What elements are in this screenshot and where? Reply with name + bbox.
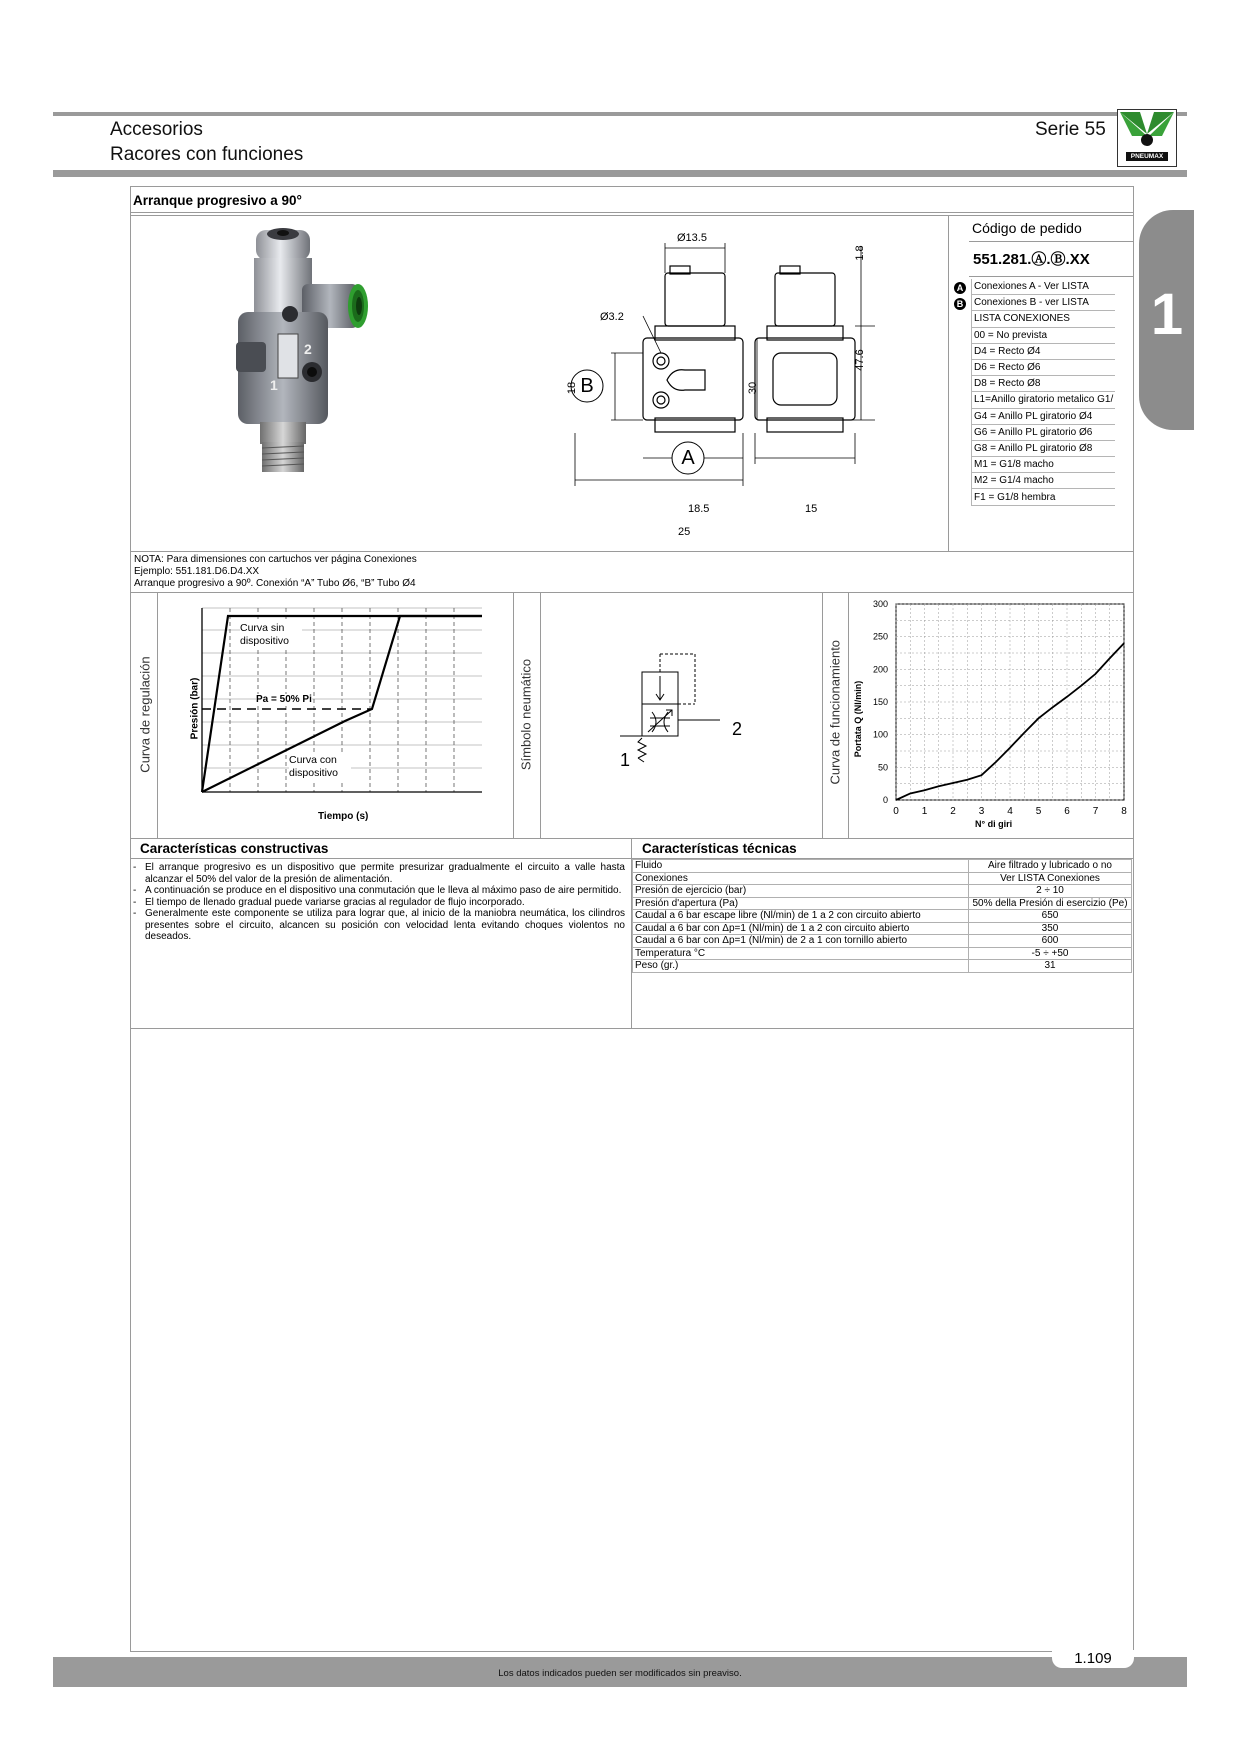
product-photo	[218, 222, 398, 487]
chart-y-tick-label: 50	[877, 762, 888, 773]
order-row	[972, 311, 1116, 327]
constructive-list	[131, 862, 625, 943]
chart-data-point	[924, 790, 925, 791]
order-row-text: G4 = Anillo PL giratorio Ø4	[972, 408, 1116, 424]
chart-data-point	[1095, 673, 1096, 674]
chart-data-point	[995, 762, 996, 763]
tech-row	[633, 872, 1132, 885]
order-rule	[969, 241, 1133, 242]
technical-table	[632, 859, 1132, 973]
order-row	[972, 343, 1116, 359]
tech-value: Ver LISTA Conexiones	[969, 872, 1132, 885]
header-serie: Serie 55	[1035, 119, 1106, 140]
header-category: Accesorios	[110, 119, 203, 140]
label-pa: Pa = 50% Pi	[256, 694, 312, 705]
tech-row	[633, 947, 1132, 960]
chart-data-point	[910, 793, 911, 794]
dim-18b	[854, 238, 866, 268]
tech-row	[633, 897, 1132, 910]
tech-key: Caudal a 6 bar con Δp=1 (Nl/min) de 2 a 1 con tornillo abierto	[633, 935, 969, 948]
tech-value: 50% della Presión di esercizio (Pe)	[969, 897, 1132, 910]
chart-y-tick-label: 100	[872, 729, 888, 740]
fitting-photo-icon	[218, 222, 398, 487]
brand-name: PNEUMAX	[1130, 153, 1164, 160]
tech-value: 600	[969, 935, 1132, 948]
chart-data-point	[938, 786, 939, 787]
dim-185: 18.5	[688, 503, 710, 515]
order-code: 551.281.Ⓐ.Ⓑ.XX	[973, 251, 1090, 268]
operation-label: Curva de funcionamiento	[827, 639, 843, 785]
note-line-2: Ejemplo: 551.181.D6.D4.XX	[134, 566, 260, 577]
chart-y-tick-label: 150	[872, 697, 888, 707]
chart-data-point	[1066, 696, 1067, 697]
dim-476-text: 47.6	[854, 349, 866, 371]
tech-row	[633, 960, 1132, 973]
panel-divider-4	[822, 593, 823, 838]
order-row	[972, 359, 1116, 375]
op-ylabel	[853, 669, 863, 769]
tech-value: 650	[969, 910, 1132, 923]
chart-data-point	[1123, 643, 1124, 644]
chart-x-tick-label: 4	[1007, 806, 1013, 817]
tech-value: -5 ÷ +50	[969, 947, 1132, 960]
constructive-item: - El arranque progresivo es un dispositivo que permite presurizar gradualmente el circuito a valle hasta alcanzar el 50% del valor de la presión de alimentación.	[131, 862, 625, 885]
order-row	[972, 408, 1116, 424]
port-b-label: B	[580, 375, 594, 397]
badge-a: A	[954, 282, 966, 294]
tech-key: Caudal a 6 bar escape libre (Nl/min) de 1 a 2 con circuito abierto	[633, 910, 969, 923]
tech-key: Presión d'apertura (Pa)	[633, 897, 969, 910]
chapter-number: 1	[1150, 282, 1184, 347]
dim-d13: Ø13.5	[677, 232, 707, 244]
port-a-label: A	[681, 447, 695, 469]
panels-rule-b	[131, 838, 1133, 839]
tech-value: 31	[969, 960, 1132, 973]
chart-x-tick-label: 3	[978, 806, 985, 817]
order-row-text: D6 = Recto Ø6	[972, 359, 1116, 375]
constructive-item: - El tiempo de llenado gradual puede variarse gracias al regulador de flujo incorporado.	[131, 897, 625, 909]
tech-row	[633, 910, 1132, 923]
order-row-text: Conexiones A - Ver LISTA	[972, 279, 1116, 295]
chart-x-tick-label: 2	[950, 806, 956, 817]
chart-data-point	[1052, 707, 1053, 708]
tech-row	[633, 935, 1132, 948]
dim-18b-text: 1.8	[854, 245, 866, 261]
constructive-title: Características constructivas	[140, 841, 329, 856]
chart-x-tick-label: 6	[1064, 806, 1070, 817]
panels-rule	[131, 592, 1133, 593]
chart-data-point	[952, 782, 953, 783]
dim-18-text: 18	[566, 381, 578, 395]
order-row	[972, 440, 1116, 456]
order-row	[972, 473, 1116, 489]
reg-ylabel	[190, 654, 201, 764]
tech-key: Conexiones	[633, 872, 969, 885]
chart-y-tick-label: 0	[882, 795, 888, 805]
chart-x-tick-label: 0	[893, 806, 899, 817]
order-row	[972, 489, 1116, 505]
order-row-text: Conexiones B - ver LISTA	[972, 295, 1116, 311]
dim-30-text: 30	[747, 381, 759, 395]
order-list	[971, 279, 1115, 506]
chart-x-tick-label: 7	[1092, 806, 1099, 817]
tech-value: 2 ÷ 10	[969, 885, 1132, 898]
dimension-drawing	[555, 218, 935, 548]
order-row	[972, 295, 1116, 311]
reg-ylabel-text: Presión (bar)	[189, 677, 201, 740]
tech-key: Temperatura °C	[633, 947, 969, 960]
symbol-port-2: 2	[732, 719, 743, 739]
order-row-text: LISTA CONEXIONES	[972, 311, 1116, 327]
footer-note: Los datos indicados pueden ser modificados sin preaviso.	[498, 1668, 742, 1679]
order-row-text: M2 = G1/4 macho	[972, 473, 1116, 489]
chart-data-point	[895, 799, 896, 800]
note-line-1: NOTA: Para dimensiones con cartuchos ver página Conexiones	[134, 554, 417, 565]
symbol-port-1: 1	[620, 750, 631, 770]
svg-text:2: 2	[304, 341, 312, 357]
order-rule-2	[969, 276, 1133, 277]
operation-chart	[860, 596, 1132, 832]
header-top-rule	[53, 112, 1187, 116]
tech-row	[633, 860, 1132, 873]
label-with-device: Curva con dispositivo	[289, 754, 351, 780]
order-row-text: G6 = Anillo PL giratorio Ø6	[972, 424, 1116, 440]
brand-logo	[1117, 109, 1177, 167]
title-rule	[131, 212, 1133, 213]
constructive-item: - Generalmente este componente se utiliza para lograr que, al inicio de la maniobra neumática, los cilindros presentes sobre el circuito, alcancen su posición con velocidad lenta evitando choques violentos no deseados.	[131, 908, 625, 943]
order-row-text: D4 = Recto Ø4	[972, 343, 1116, 359]
order-row-text: D8 = Recto Ø8	[972, 376, 1116, 392]
panel-divider-2	[513, 593, 514, 838]
regulation-label: Curva de regulación	[137, 656, 153, 773]
header-bottom-rule	[53, 170, 1187, 177]
constructive-item: - A continuación se produce en el dispositivo una conmutación que le lleva al máximo paso de aire permitido.	[131, 885, 625, 897]
header-subcategory: Racores con funciones	[110, 144, 304, 165]
order-row-text: M1 = G1/8 macho	[972, 457, 1116, 473]
dim-15: 15	[805, 503, 818, 515]
label-without-device: Curva sin dispositivo	[240, 622, 302, 648]
tech-row	[633, 922, 1132, 935]
order-row-text: G8 = Anillo PL giratorio Ø8	[972, 440, 1116, 456]
order-row	[972, 424, 1116, 440]
chart-y-tick-label: 300	[872, 599, 888, 609]
chart-data-point	[981, 775, 982, 776]
chart-y-tick-label: 200	[872, 664, 888, 675]
chart-x-tick-label: 1	[921, 806, 928, 817]
panel-divider-1	[157, 593, 158, 838]
order-row	[972, 279, 1116, 295]
op-xlabel: N° di giri	[975, 819, 1013, 829]
order-row-text: F1 = G1/8 hembra	[972, 489, 1116, 505]
order-row	[972, 327, 1116, 343]
tech-key: Peso (gr.)	[633, 960, 969, 973]
notes-rule	[131, 551, 1133, 552]
dim-30	[747, 376, 759, 400]
panel-divider-5	[848, 593, 849, 838]
tech-key: Presión de ejercicio (bar)	[633, 885, 969, 898]
order-row	[972, 376, 1116, 392]
badge-b: B	[954, 298, 966, 310]
svg-text:1: 1	[270, 377, 278, 393]
chart-data-point	[1038, 718, 1039, 719]
op-ylabel-text: Portata Q (Nl/min)	[853, 680, 863, 758]
reg-xlabel: Tiempo (s)	[318, 811, 369, 822]
order-row	[972, 457, 1116, 473]
dim-25: 25	[678, 526, 691, 538]
dim-476	[854, 345, 866, 375]
panel-divider-3	[540, 593, 541, 838]
tech-key: Caudal a 6 bar con Δp=1 (Nl/min) de 1 a 2 con circuito abierto	[633, 922, 969, 935]
char-bottom-rule	[131, 1028, 1133, 1029]
tech-value: 350	[969, 922, 1132, 935]
page-number: 1.109	[1052, 1650, 1134, 1668]
tech-row	[633, 885, 1132, 898]
chart-x-tick-label: 8	[1121, 806, 1127, 817]
order-row-text: L1=Anillo giratorio metalico G1/	[972, 392, 1116, 408]
chart-data-point	[1024, 732, 1025, 733]
order-heading: Código de pedido	[972, 220, 1082, 236]
product-title: Arranque progresivo a 90°	[133, 193, 302, 208]
chart-data-point	[967, 779, 968, 780]
technical-title: Características técnicas	[642, 841, 797, 856]
chart-y-tick-label: 250	[872, 631, 888, 642]
order-row	[972, 392, 1116, 408]
chart-data-point	[1009, 747, 1010, 748]
symbol-label: Símbolo neumático	[518, 658, 534, 771]
chart-x-tick-label: 5	[1035, 806, 1042, 817]
tech-value: Aire filtrado y lubricado o no	[969, 860, 1132, 873]
chart-data-point	[1109, 658, 1110, 659]
dim-d32: Ø3.2	[600, 311, 624, 323]
pneumatic-symbol	[610, 650, 743, 765]
chart-data-point	[1081, 685, 1082, 686]
note-line-3: Arranque progresivo a 90º. Conexión “A” Tubo Ø6, “B” Tubo Ø4	[134, 578, 416, 589]
tech-key: Fluido	[633, 860, 969, 873]
order-row-text: 00 = No prevista	[972, 327, 1116, 343]
